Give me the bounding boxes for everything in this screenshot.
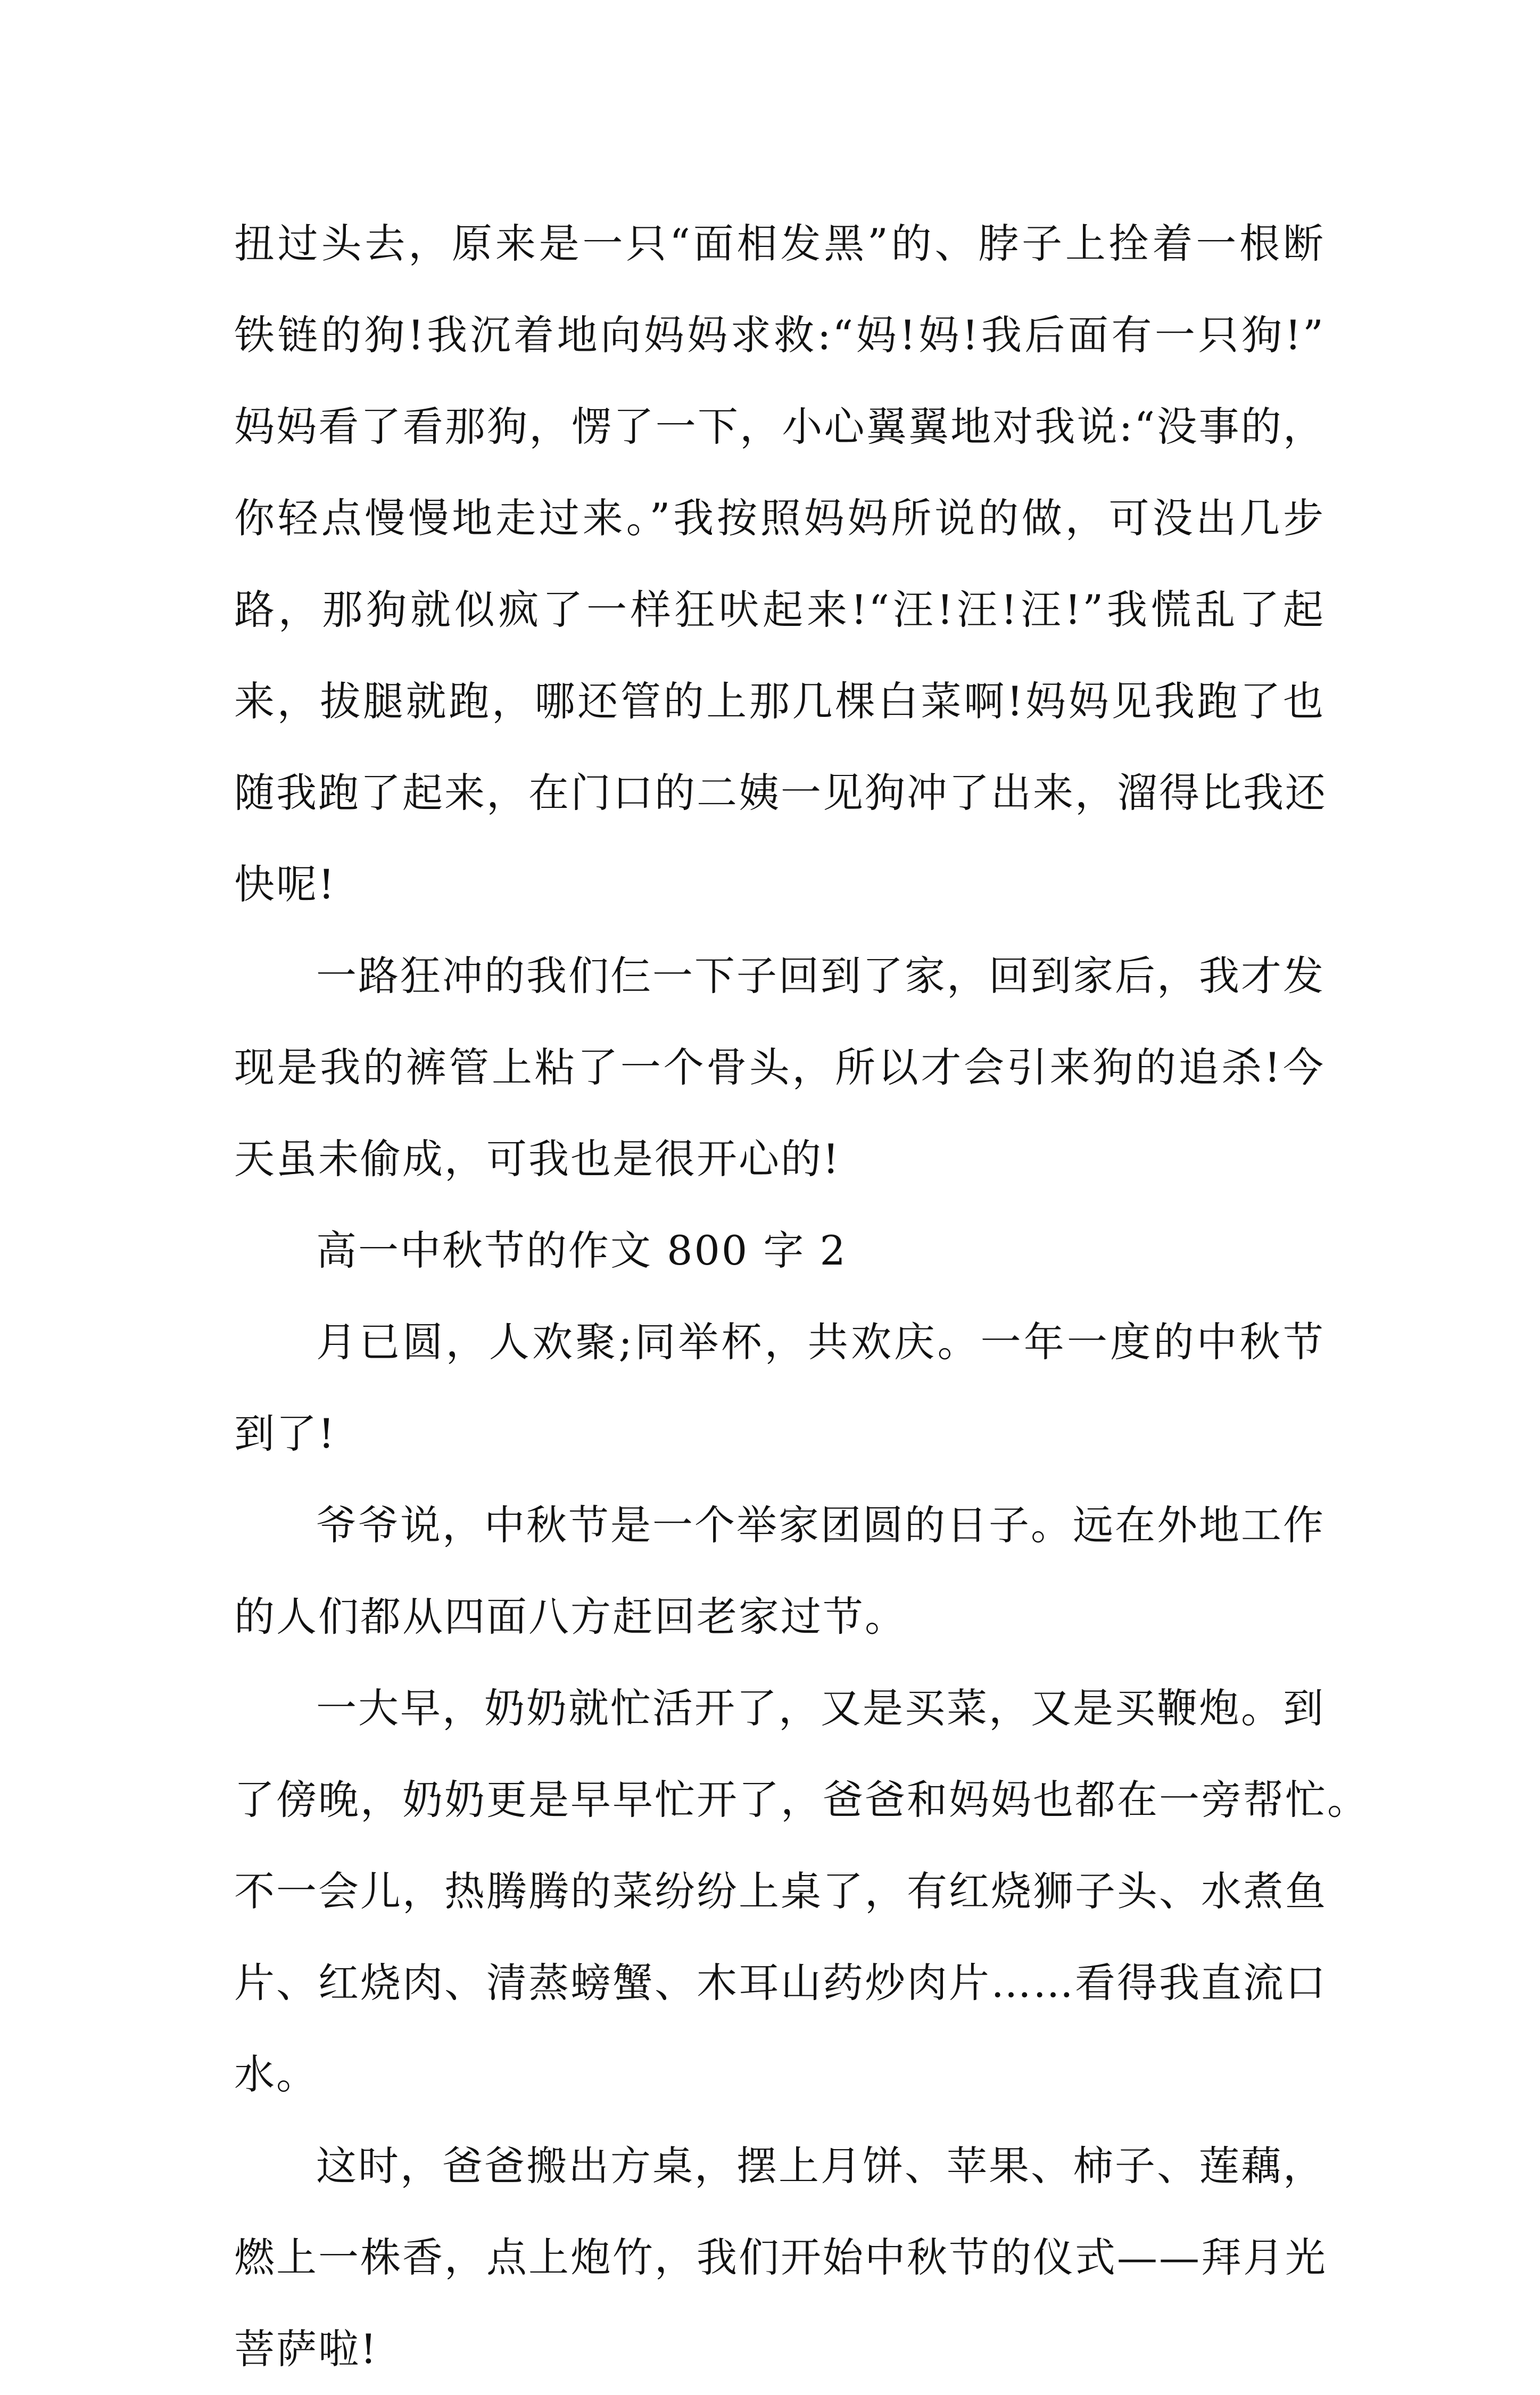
text-line: 片、红烧肉、清蒸螃蟹、木耳山药炒肉片……看得我直流口 [234,1959,1327,2006]
text-line: 快呢! [234,861,336,908]
section-title [234,1205,1325,1296]
text-line: 一路狂冲的我们仨一下子回到了家，回到家后，我才发 [316,952,1325,1000]
text-line: 燃上一株香，点上炮竹，我们开始中秋节的仪式——拜月光 [234,2234,1327,2281]
essay-body [234,198,1369,2395]
text-line: 妈妈看了看那狗，愣了一下，小心翼翼地对我说:“没事的， [234,403,1325,450]
text-line: 现是我的裤管上粘了一个骨头，所以才会引来狗的追杀!今 [234,1044,1325,1091]
paragraph [234,1296,1325,1480]
paragraph [234,2120,1325,2395]
paragraph [234,198,1325,930]
text-line: 铁链的狗!我沉着地向妈妈求救:“妈!妈!我后面有一只狗!” [234,311,1325,359]
text-line: 了傍晚，奶奶更是早早忙开了，爸爸和妈妈也都在一旁帮忙。 [234,1776,1369,1823]
text-line: 菩萨啦! [234,2325,378,2373]
text-line: 水。 [234,2051,318,2098]
text-line: 这时，爸爸搬出方桌，摆上月饼、苹果、柿子、莲藕， [316,2142,1325,2190]
paragraph [234,1663,1369,2120]
text-line: 爷爷说，中秋节是一个举家团圆的日子。远在外地工作 [316,1501,1325,1549]
text-line: 月已圆，人欢聚;同举杯，共欢庆。一年一度的中秋节 [316,1318,1325,1366]
paragraph [234,930,1325,1205]
text-line: 天虽未偷成，可我也是很开心的! [234,1135,841,1183]
text-line: 路，那狗就似疯了一样狂吠起来!“汪!汪!汪!”我慌乱了起 [234,586,1325,633]
text-line: 你轻点慢慢地走过来。”我按照妈妈所说的做，可没出几步 [234,494,1325,542]
text-line: 一大早，奶奶就忙活开了，又是买菜，又是买鞭炮。到 [316,1684,1325,1732]
paragraph [234,1480,1325,1663]
text-line: 来，拔腿就跑，哪还管的上那几棵白菜啊!妈妈见我跑了也 [234,678,1325,725]
text-line: 的人们都从四面八方赶回老家过节。 [234,1593,907,1640]
text-line: 随我跑了起来，在门口的二姨一见狗冲了出来，溜得比我还 [234,769,1327,816]
text-line: 到了! [234,1410,336,1457]
section-title-text: 高一中秋节的作文 800 字 2 [316,1227,847,1274]
text-line: 扭过头去，原来是一只“面相发黑”的、脖子上拴着一根断 [234,220,1325,267]
text-line: 不一会儿，热腾腾的菜纷纷上桌了，有红烧狮子头、水煮鱼 [234,1868,1327,1915]
